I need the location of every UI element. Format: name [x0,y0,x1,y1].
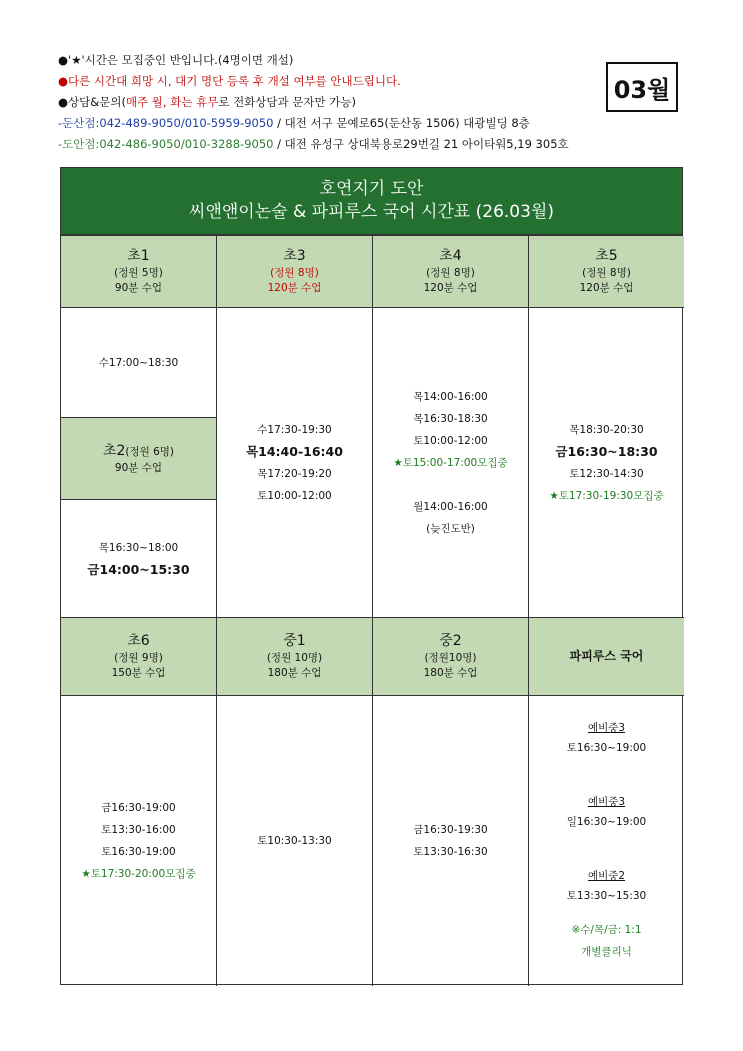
schedule-slot: 금16:30~18:30 [555,443,658,459]
middle1-schedule [217,696,373,986]
schedule-note: (늦진도반) [426,522,475,535]
clinic-note: 개별클리닉 [581,946,632,958]
notice-block [58,50,618,155]
header-grade5: 초5 (정원 8명) 120분 수업 [529,236,684,308]
recruiting-slot: ★토17:30-19:30모집중 [549,489,664,502]
dunsan-phone: -둔산점:042-489-9050/010-5959-9050 [58,116,274,130]
schedule-slot: 토12:30-14:30 [569,467,644,480]
schedule-slot: 토16:30~19:00 [566,742,647,754]
header-grade6: 초6 (정원 9명) 150분 수업 [61,618,217,696]
notice-consult: ●상담&문의(매주 월, 화는 휴무로 전화상담과 문자만 가능) [58,95,356,109]
schedule-slot: 토16:30-19:00 [101,846,176,858]
course-title: 예비중2 [587,870,626,882]
header-grade3: 초3 (정원 8명) 120분 수업 [217,236,373,308]
month-badge: 03월 [606,62,678,112]
dunsan-address: / 대전 서구 문예로65(둔산동 1506) 대광빌딩 8층 [273,116,530,130]
header-grade2: 초2(정원 6명) 90분 수업 [61,418,217,500]
schedule-slot: 목16:30-18:30 [413,412,488,425]
banner-title: 호연지기 도안 [319,179,424,199]
doan-phone: -도안점:042-486-9050/010-3288-9050 [58,137,274,151]
schedule-slot: 목18:30-20:30 [569,423,644,436]
schedule-slot: 수17:30-19:30 [257,423,332,436]
header-middle1: 중1 (정원 10명) 180분 수업 [217,618,373,696]
notice-closed-days: 매주 월, 화는 휴무 [125,95,219,109]
recruiting-slot: ★토15:00-17:00모집중 [393,456,508,469]
papyrus-schedule [529,696,684,986]
schedule-slot: 토13:30-16:30 [413,846,488,858]
schedule-slot: 토13:30-16:00 [101,824,176,836]
header-grade1: 초1 (정원 5명) 90분 수업 [61,236,217,308]
doan-address: / 대전 유성구 상대북용로29번길 21 아이타워5,19 305호 [273,137,569,151]
notice-waitlist: ●다른 시간대 희망 시, 대기 명단 등록 후 개설 여부를 안내드립니다. [58,74,401,88]
grade1-schedule [61,308,217,418]
schedule-slot: 토10:00-12:00 [413,434,488,447]
course-title: 예비중3 [587,796,626,808]
branch-doan [58,134,618,155]
schedule-slot: 금14:00~15:30 [87,561,190,577]
notice-recruiting: ●'★'시간은 모집중인 반입니다.(4명이면 개설) [58,53,294,67]
schedule-slot: 토10:30-13:30 [257,835,332,847]
banner-subtitle: 씨앤앤이논술 & 파피루스 국어 시간표 (26.03월) [189,202,554,222]
schedule-slot: 목14:40-16:40 [246,443,343,459]
grade5-schedule [529,308,684,618]
schedule-slot: 토10:00-12:00 [257,489,332,502]
grade2-schedule [61,500,217,618]
schedule-slot: 토13:30~15:30 [566,890,647,902]
grade3-schedule [217,308,373,618]
grade4-schedule [373,308,529,618]
schedule-slot: 월14:00-16:00 [413,500,488,513]
schedule-slot: 일16:30~19:00 [566,816,647,828]
schedule-slot: 목17:20-19:20 [257,467,332,480]
schedule-slot: 목14:00-16:00 [413,390,488,403]
clinic-note: ※수/목/금: 1:1 [571,924,642,936]
schedule-slot: 금16:30-19:30 [413,824,488,836]
grade6-schedule [61,696,217,986]
course-title: 예비중3 [587,722,626,734]
schedule-slot: 금16:30-19:00 [101,802,176,814]
schedule-slot: 목16:30~18:00 [98,541,179,554]
header-middle2: 중2 (정원10명) 180분 수업 [373,618,529,696]
header-papyrus: 파피루스 국어 [529,618,684,696]
branch-dunsan [58,113,618,134]
schedule-slot: 수17:00~18:30 [98,356,179,369]
timetable-banner [60,167,683,235]
timetable-grid [60,235,683,985]
header-grade4: 초4 (정원 8명) 120분 수업 [373,236,529,308]
recruiting-slot: ★토17:30-20:00모집중 [81,868,196,880]
middle2-schedule [373,696,529,986]
